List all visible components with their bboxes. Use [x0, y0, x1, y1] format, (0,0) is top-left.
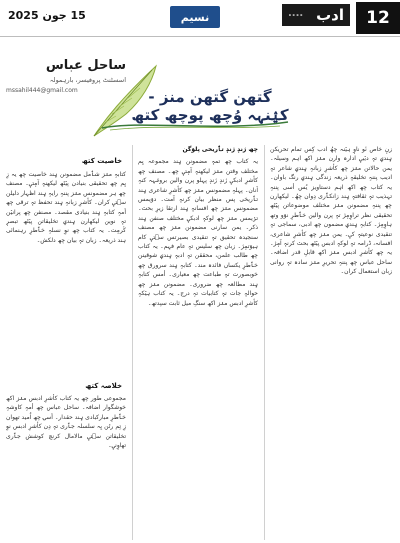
column-divider [264, 145, 265, 540]
author-name: ساحل عباس [45, 58, 126, 73]
article-paragraph: یہ کتاب چھ تمہٕ مضمونن ہٕند مجموعہ یِم مختلف وقتن منٛز لیکھنہٕ آمٕتؠ چھ۔ مصنف چھ کأشرِ ادبکؠ ژندٕ ژندٕ پہلو پرن والین برونٛہہ کنہِ اَنان۔ پہلہِ مضمونس منٛز چھ کأشرِ شاعری ہٕند تٲریخی پس منظر بیان کرنہٕ آمت۔ دوٚیمس مضمونس منٛز چھ افسانہٕ ہٕند ارتقا زیرِ بحث۔ ترٛیمس منٛز چھ لوکہٕ ادبکؠ مختلف صنفن ہٕند ذکر۔ یمن سارنی مضمونن منٛز چھ مصنف سنجیدہ تحقیق تہٕ تنقیدی بصیرتس سۭتؠ کام ہیوٚتمٕژ۔ زبان چھ سلیس تہٕ عام فہم۔ یہ کتاب چھ طالب علمن، محققن تہٕ ادبہٕ ہٕندؠ شوقینن خٲطرٕ یکساں فائدہ مند۔ کتابہِ ہٕند سرورق چھ خوبصورت تہٕ طباعت چھ معیاری۔ أمس کتابہِ ہٕند مطالعہ چھ ضروری۔ مضمونن منٛز چھ حوالہٕ جات تہٕ کتابیات تہِ درج۔ یہ کتاب ہیٚکہِ کأشرِ ادبس منٛز اکھ سنگِ میل ثابت سپدتھ۔ [138, 158, 258, 307]
article-headline: گتھن گتھن منز - کیٛنہہ وُچھ پوچھ کتھ [131, 88, 289, 124]
page-header [0, 0, 400, 37]
article-column-right [270, 145, 392, 540]
middle-top-line: چھ ژندٕ ژندٕ تٲریخی پلوٚگن [182, 146, 258, 153]
section-dots: .... [288, 8, 304, 19]
section-title-text: ادب [316, 6, 344, 24]
author-email: mssahil444@gmail.com [6, 87, 78, 94]
article-paragraph: مجموعی طور چھ یہ کتاب کأشرِ ادبس منٛز اکھ خوشگوار اضافہ۔ ساحل عباس چھ أمہِ کاوشہِ خٲطرٕ مبارکبادی ہٕند حقدار۔ أسۍ چھ اُمید تھوان زِ تِم رٹن یِہ سلسلہ جٲری تہٕ دِن کأشرِ ادبس نوِ تخلیقاتن سۭتؠ مالامال کرنچ کوشش جٲری تھاوٕنؠ۔ [6, 395, 126, 450]
left-subhead: خاصیت کتھ [81, 157, 122, 165]
column-divider [132, 145, 133, 540]
left-subhead-2: خلاصہ کتھ [85, 382, 122, 390]
article-column-middle [138, 145, 258, 540]
page-number: 12 [356, 2, 400, 34]
article-paragraph: کتابہِ منٛز شٲمل مضمونن ہٕند خاصیت چھ یہ زِ یِم چھ تحقیقی بنیادن پیٚٹھ لیکھنہٕ آمٕتؠ۔ مصنف چھ ہر مضمونس منٛز پننہِ رایہِ ہٕند اظہار دلیلن سۭتؠ کران۔ کأشرِ زبانہِ ہٕند تحفظ تہٕ ترقی چھ أمہِ کتابہِ ہٕند بنیادی مقصد۔ مصنفن چھ پرانیٚن تہٕ نوین لیکھارن ہٕندؠ تخلیقاتن پیٚٹھ تبصرٕ کٔرمٕت۔ یہ کتاب چھ نوِ نسلہِ خٲطرٕ رہنمائی ہند ذریعہ۔ زبان تہٕ بیان چھ دلکش۔ [6, 171, 126, 244]
article-paragraph: زنٕ خاص نٔو ناوٕ ہیٚنہ چھُ ادب کِس تمام تحریکن ہٕندؠ تہٕ دیٚبؠ ادارہ وارن منٛز اکھ اہم وسیلہ۔ یمن حالاتن منٛز چھ کأشرِ زبانہِ ہٕندؠ شاعر تہٕ ادیب پننہِ تخلیقہٕ ذریعہ زندگی ہٕندؠ رنگ باوان۔ یہ کتاب چھ اکھ اہم دستاویز یُس أسی پننہِ تہذیب تہٕ ثقافتہٕ ہٕند زانکٲری دِوان چھُ۔ لیکھارن چھ پننہِ مضمونن منٛز مختلف موضوعاتن پیٚٹھ تحقیقی نظر تراوٕمٕژ تہٕ پرن والین خٲطرٕ نوٚو وتھ ہاوٕمٕژ۔ کتابہِ ہٕندؠ مضمون چھ ادبی، سماجی تہٕ تنقیدی نوعیتہٕ کؠ۔ یمن منٛز چھ کأشرِ شاعری، افسانہ، ڈرامہ تہٕ لوکہٕ ادبس پیٚٹھ بحث کرنہٕ آمٕژ۔ یہ چھ کأشرِ ادبس منٛز اکھ قابلِ قدر اضافہ۔ ساحل عباس چھ پننہِ تحریرِ منٛز سادہ تہٕ روانی زبان استعمال کران۔ [270, 146, 392, 276]
headline-flourish [100, 118, 290, 132]
article-column-left [6, 170, 126, 376]
section-title [282, 4, 350, 26]
article-column-left-lower [6, 394, 126, 540]
author-role: اسسٹنٹ پروفیسر، بارہمولہ [49, 76, 126, 84]
issue-date: 15 جون 2025 [8, 9, 86, 22]
newspaper-logo: نسیم [170, 6, 220, 28]
